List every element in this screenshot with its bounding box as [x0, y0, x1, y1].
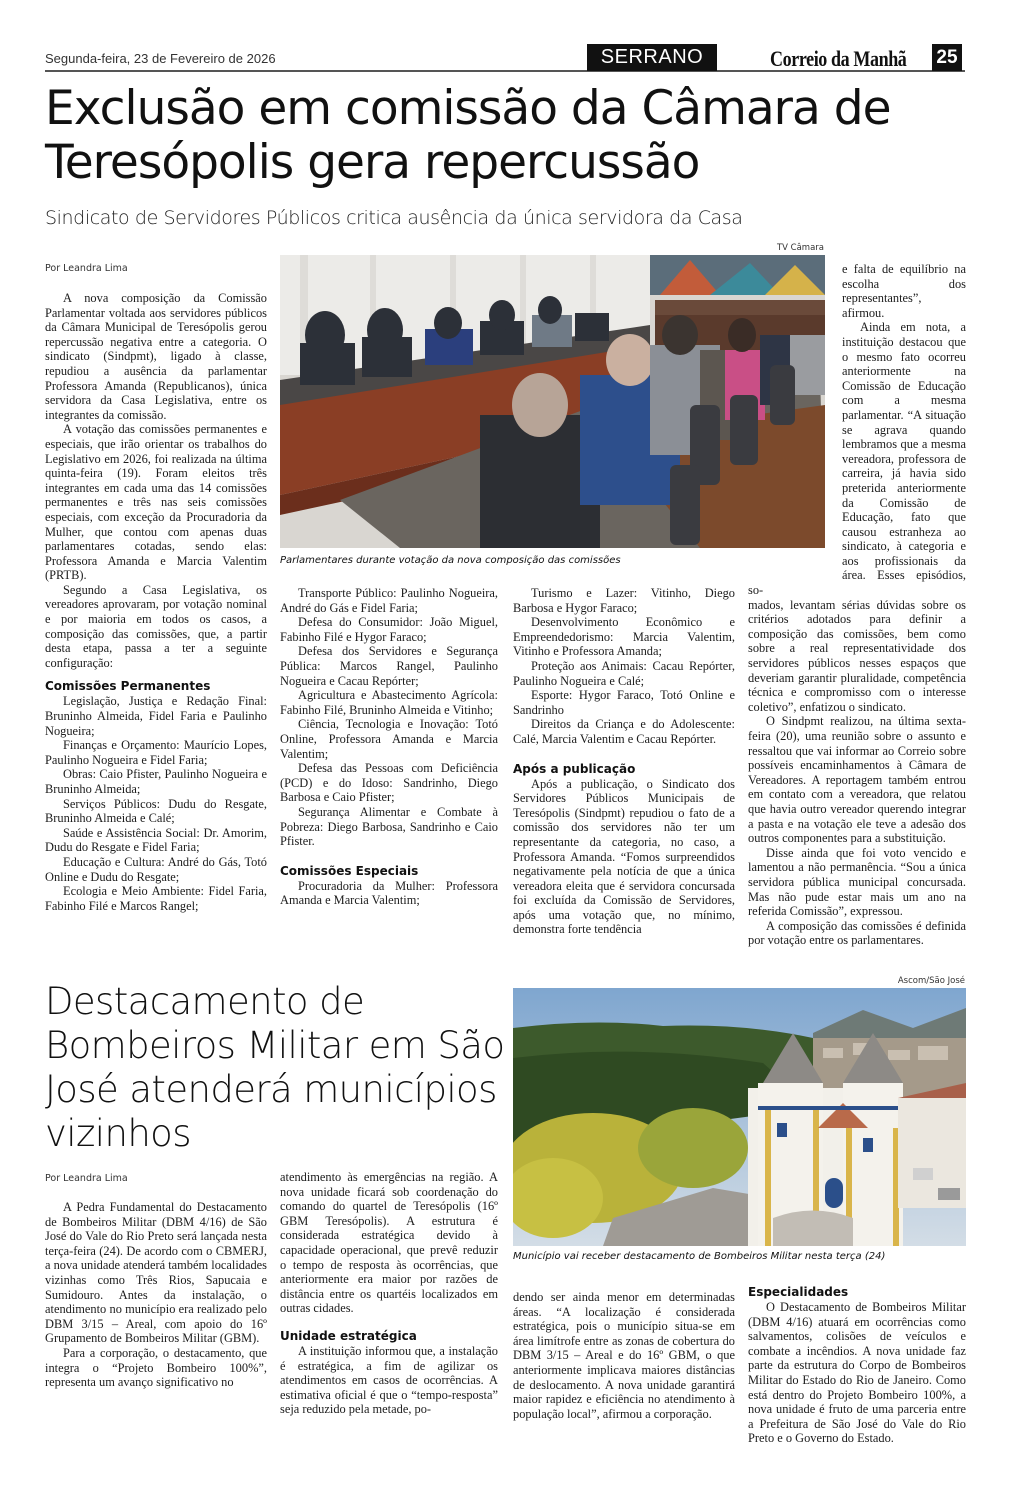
committee-item: Finanças e Orçamento: Maurício Lopes, Paulinho Nogueira e Fidel Faria; [45, 738, 267, 767]
photo2-church-aerial [513, 988, 966, 1246]
article1-byline: Por Leandra Lima [45, 263, 128, 274]
committee-item: Serviços Públicos: Dudu do Resgate, Bruninho Almeida e Calé; [45, 796, 267, 826]
committee-item: Legislação, Justiça e Redação Final: Bruninho Almeida, Fidel Faria e Paulinho Nogueira; [45, 694, 267, 738]
council-chamber-image [280, 255, 825, 548]
article2-column-1 [45, 1200, 267, 1390]
paragraph: O Destacamento de Bombeiros Militar (DBM 4/16) atuará em ocorrências como salvamentos, colisões de veículos e combate a incêndios. A nova unidade faz parte da estrutura do Corpo de Bombeiros Militar do Estado do Rio de Janeiro. Como está dentro do Projeto Bombeiro 100%, a nova unidade é fruto de uma parceria entre a Prefeitura de São José do Vale do Rio Preto e o Governo do Estado. [748, 1300, 966, 1446]
church-aerial-image [513, 988, 966, 1246]
photo2-credit: Ascom/São José [897, 976, 965, 986]
committee-item: Direitos da Criança e do Adolescente: Calé, Marcia Valentim e Cacau Repórter. [513, 717, 735, 746]
article2-column-3 [513, 1290, 735, 1421]
committee-item: Ecologia e Meio Ambiente: Fidel Faria, Fabinho Filé e Marcos Rangel; [45, 884, 267, 913]
subheading-apos-publicacao: Após a publicação [513, 761, 636, 776]
committee-item: Procuradoria da Mulher: Professora Amanda e Marcia Valentim; [280, 878, 498, 908]
article2-headline: Destacamento de Bombeiros Militar em São José atenderá municípios vizinhos [45, 980, 505, 1155]
paragraph: A votação das comissões permanentes e especiais, que irão orientar os trabalhos do Legislativo em 2026, foi realizada na última quinta-feira (19). Foram eleitos três integrantes em cada uma das 14 comissões permanentes e três nas seis comissões especiais, com exceção da Procuradoria da Mulher, que contou com apenas duas parlamentares cotadas, sendo elas: Professora Amanda e Marcia Valentim (PRTB). [45, 422, 267, 583]
photo2-caption: Município vai receber destacamento de Bombeiros Militar nesta terça (24) [513, 1251, 886, 1262]
paragraph: O Sindpmt realizou, na última sexta-feira (20), uma reunião sobre o assunto e ressaltou que vai informar ao Correio sobre possíveis encaminhamentos à Câmara de Vereadores. A reportagem também entrou em contato com a vereadora, que relatou que havia outro vereador querendo integrar a pasta e na votação ele teve a adesão dos outros componentes para a substituição. [748, 714, 966, 846]
committee-item: Esporte: Hygor Faraco, Totó Online e Sandrinho [513, 688, 735, 717]
article1-headline: Exclusão em comissão da Câmara de Teresópolis gera repercussão [45, 81, 891, 190]
paragraph: Disse ainda que foi voto vencido e lamentou a não permanência. “Sou a única servidora pública municipal concursada. Mas não pude estar mais um ano na referida Comissão”, expressou. [748, 845, 966, 919]
photo1-credit: TV Câmara [776, 243, 824, 253]
paragraph: atendimento às emergências na região. A nova unidade ficará sob coordenação do comando do quartel de Teresópolis (16º GBM Teresópolis). A estrutura é considerada estratégica devido à capacidade operacional, que prevê reduzir o tempo de resposta às ocorrências, que anteriormente era maior por razões de distância entre os quartéis localizados em outras cidades. [280, 1170, 498, 1316]
photo-wrap-space [748, 262, 842, 580]
paragraph: mados, levantam sérias dúvidas sobre os critérios adotados para definir a composição das comissões, bem como sobre a real representatividade dos servidores públicos nesses espaços que deveriam garantir pluralidade, competência técnica e compromisso com o interesse coletivo”, enfatizou o sindicato. [748, 597, 966, 714]
committee-item: Educação e Cultura: André do Gás, Totó Online e Dudu do Resgate; [45, 854, 267, 884]
paragraph: Segundo a Casa Legislativa, os vereadores aprovaram, por votação nominal e por maioria em todos os casos, a composição das comissões, que, a partir desta etapa, passa a ter a seguinte configuração: [45, 582, 267, 670]
article2-byline: Por Leandra Lima [45, 1173, 128, 1184]
committee-item: Obras: Caio Pfister, Paulinho Nogueira e Bruninho Almeida; [45, 767, 267, 796]
paragraph: Após a publicação, o Sindicato dos Servidores Públicos Municipais de Teresópolis (Sindpmt) repudiou o fato de a comissão dos servidores não ter um representante da categoria, no caso, a Professora Amanda. “Fomos surpreendidos negativamente pela notícia de que a única vereadora eleita que é servidora concursada foi excluída da Comissão de Servidores, após uma votação que, no mínimo, demonstra forte tendência [513, 776, 735, 937]
issue-date: Segunda-feira, 23 de Fevereiro de 2026 [45, 51, 276, 66]
paragraph: A composição das comissões é definida por votação entre os parlamentares. [748, 918, 966, 948]
committee-item: Defesa das Pessoas com Deficiência (PCD) e do Idoso: Sandrinho, Diego Barbosa e Caio Pfister; [280, 761, 498, 805]
subheading-especialidades: Especialidades [748, 1285, 849, 1299]
paragraph: e falta de equilíbrio na escolha dos representantes”, afirmou. [842, 262, 966, 320]
photo1-council-session [280, 255, 825, 548]
subheading-unidade-estrategica: Unidade estratégica [280, 1328, 417, 1343]
article1-column-4 [748, 262, 966, 948]
subheading-comissoes-permanentes: Comissões Permanentes [45, 679, 211, 694]
page-number: 25 [932, 44, 962, 71]
paragraph: A instituição informou que, a instalação é estratégica, a fim de agilizar os atendimentos em casos de ocorrências. A estimativa oficial é que o “tempo-resposta” seja reduzido pela metade, po- [280, 1343, 498, 1417]
paragraph: A Pedra Fundamental do Destacamento de Bombeiros Militar (DBM 4/16) de São José do Vale do Rio Preto será lançada nesta terça-feira (24). De acordo com o CBMERJ, a nova unidade atenderá também localidades vizinhas como Três Rios, Sapucaia e Sumidouro. Antes da instalação, o atendimento no município era realizado pelo DBM 3/15 – Areal, com apoio do 16º Grupamento de Bombeiros Militar (GBM). [45, 1200, 267, 1346]
article2-column-4 [748, 1284, 966, 1446]
committee-item: Desenvolvimento Econômico e Empreendedorismo: Marcia Valentim, Vitinho e Professora Amanda; [513, 615, 735, 659]
paragraph: Para a corporação, o destacamento, que integra o “Projeto Bombeiro 100%”, representa um avanço significativo no [45, 1345, 267, 1390]
paragraph: A nova composição da Comissão Parlamentar voltada aos servidores públicos da Câmara Municipal de Teresópolis gerou repercussão negativa entre a categoria. O sindicato (Sindpmt), ligado à classe, repudiou a ausência da parlamentar Professora Amanda (Republicanos), única servidora da Casa Legislativa, entre os integrantes da comissão. [45, 291, 267, 422]
article1-column-2 [280, 586, 498, 908]
committee-item: Defesa do Consumidor: João Miguel, Fabinho Filé e Hygor Faraco; [280, 615, 498, 644]
paragraph: Ainda em nota, a instituição destacou que o mesmo fato ocorreu anteriormente na Comissão de Educação com a mesma parlamentar. “A situação se agrava quando lembramos que a mesma vereadora, professora de carreira, já havia sido preterida anteriormente da Comissão de Educação, fato que causou estranheza ao sindicato, à categoria e aos profissionais da área. Esses episódios, so- [748, 320, 966, 598]
committee-item: Turismo e Lazer: Vitinho, Diego Barbosa e Hygor Faraco; [513, 586, 735, 615]
committee-item: Saúde e Assistência Social: Dr. Amorim, Dudu do Resgate e Fidel Faria; [45, 825, 267, 855]
article1-column-1 [45, 291, 267, 913]
committee-item: Ciência, Tecnologia e Inovação: Totó Online, Professora Amanda e Marcia Valentim; [280, 717, 498, 761]
committee-item: Transporte Público: Paulinho Nogueira, André do Gás e Fidel Faria; [280, 586, 498, 615]
committee-item: Proteção aos Animais: Cacau Repórter, Paulinho Nogueira e Calé; [513, 658, 735, 688]
article2-column-2 [280, 1170, 498, 1417]
committee-item: Agricultura e Abastecimento Agrícola: Fabinho Filé, Bruninho Almeida e Vitinho; [280, 688, 498, 717]
article1-subhead: Sindicato de Servidores Públicos critica ausência da única servidora da Casa [45, 207, 743, 229]
newspaper-logo: Correio da Manhã [770, 46, 907, 71]
article1-column-3 [513, 586, 735, 937]
section-label: SERRANO [587, 44, 717, 71]
masthead [45, 44, 965, 70]
photo1-caption: Parlamentares durante votação da nova composição das comissões [280, 555, 621, 566]
subheading-comissoes-especiais: Comissões Especiais [280, 863, 419, 878]
committee-item: Defesa dos Servidores e Segurança Pública: Marcos Rangel, Paulinho Nogueira e Cacau Repórter; [280, 644, 498, 688]
committee-item: Segurança Alimentar e Combate à Pobreza: Diego Barbosa, Sandrinho e Caio Pfister. [280, 804, 498, 849]
paragraph: dendo ser ainda menor em determinadas áreas. “A localização é considerada estratégica, pois o município situa-se em área limítrofe entre as zonas de cobertura do DBM 3/15 – Areal e do 16º GBM, o que anteriormente implicava maiores distâncias de deslocamento. A nova unidade garantirá maior rapidez e eficiência no atendimento à população local”, afirmou a corporação. [513, 1290, 735, 1421]
